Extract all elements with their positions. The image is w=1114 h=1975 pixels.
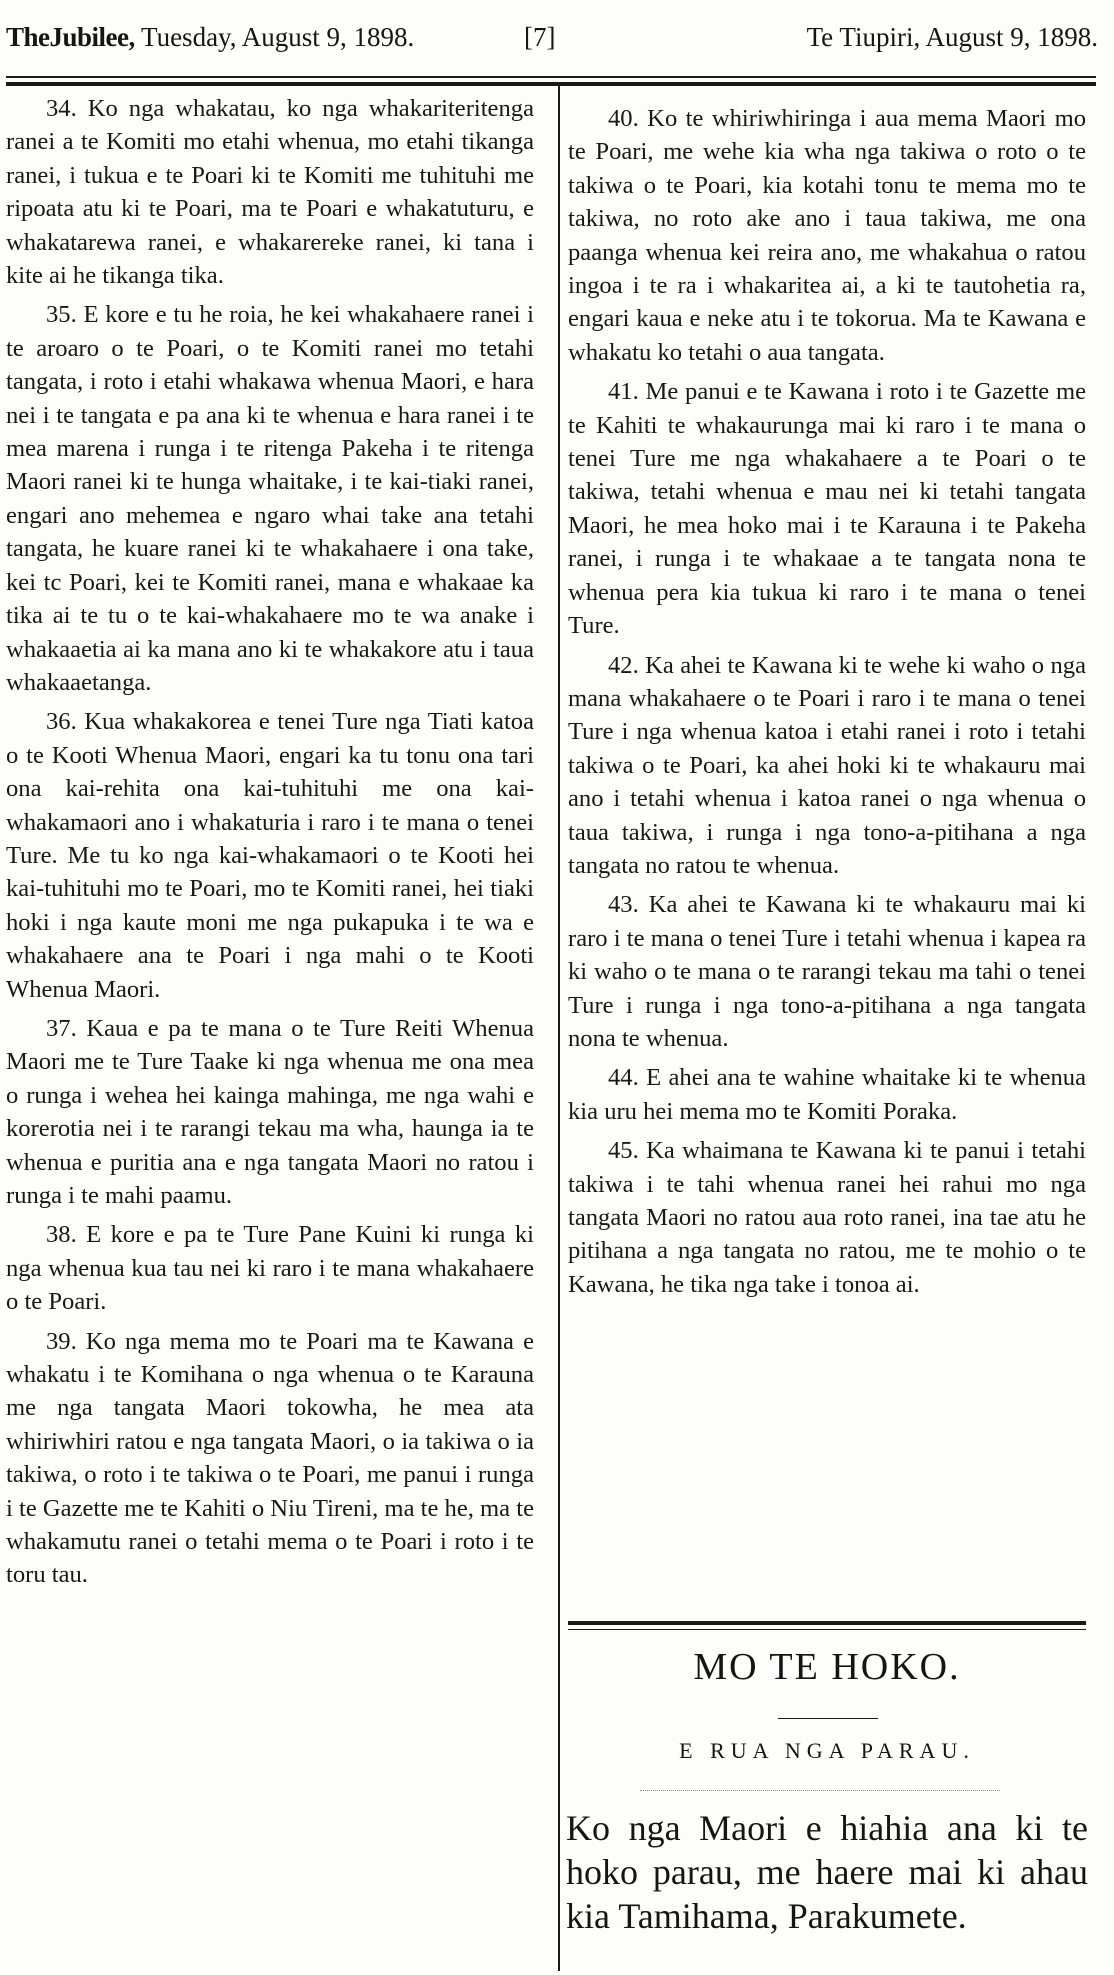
section-44: 44. E ahei ana te wahine whaitake ki te whenua kia uru hei mema mo te Komiti Poraka.	[568, 1064, 1086, 1125]
section-40: 40. Ko te whiriwhiringa i aua mema Maori mo te Poari, me wehe kia wha nga takiwa o roto o te takiwa o te Poari, kia kotahi tonu te mema mo te takiwa, no roto ake ano i taua takiwa, me ona paanga whenua kei reira ano, me whakahua o ratou ingoa i te ra i whakaritea ai, a ki te tautohetia ra, engari kaua e neke atu i te tokorua. Ma te Kawana e whakatu ko tetahi o aua tangata.	[568, 105, 1086, 366]
advert-dotted-rule	[640, 1790, 1000, 1791]
section-42: 42. Ka ahei te Kawana ki te wehe ki waho o nga mana whakahaere o te Poari i raro i te mana o tenei Ture i nga whenua katoa i etahi ranei i roto i tetahi takiwa o te Poari, ka ahei hoki ki te whakauru mai ano i tetahi whenua i katoa ranei o nga whenua o taua takiwa, i runga i nga tono-a-pitihana a nga tangata no ratou te whenua.	[568, 651, 1086, 879]
section-41: 41. Me panui e te Kawana i roto i te Gazette me te Kahiti te whakaurunga mai ki raro i te mana o tenei Ture me nga whakahaere a te Poari o te takiwa, tetahi whenua e mau nei ki tetahi tangata Maori, he mea hoko mai i te Karauna i te Pakeha ranei, i runga i te whakaae a te tangata nona te whenua pera kia tukua ki raro i te mana o tenei Ture.	[568, 378, 1086, 640]
page-header	[6, 22, 1098, 62]
section-35: 35. E kore e tu he roia, he kei whakahaere ranei i te aroaro o te Poari, o te Komiti ranei mo tetahi tangata, i roto i etahi whakawa whenua Maori, e hara nei i te tangata e pa ana ki te whenua e hara ranei i te mea marena i runga i te ritenga Pakeha i te ritenga Maori ranei ki te hunga whaitake, i te kai-tiaki ranei, engari ano mehemea e ngaro whai take ana tetahi tangata, he kuare ranei ki te whakahaere i ona take, kei tc Poari, kei te Komiti ranei, mana e whakaae ka tika ai te tu o te kai-whakahaere mo te wa anake i whakaaetia ai ka mana ano ki te whakakore atu i taua whakaaetanga.	[6, 301, 534, 696]
right-column	[568, 102, 1086, 1307]
advert-title: MO TE HOKO.	[693, 1646, 961, 1688]
header-rule-thin	[6, 76, 1096, 78]
section-45: 45. Ka whaimana te Kawana ki te panui i tetahi takiwa i te tahi whenua ranei hei rahui mo nga tangata Maori no ratou aua roto ranei, ina tae atu he pitihana a nga tangata no ratou, me te mohio o te Kawana, he tika nga take i tonoa ai.	[568, 1137, 1086, 1298]
advert-rule-thin	[568, 1629, 1086, 1630]
column-divider	[558, 86, 560, 1971]
section-43: 43. Ka ahei te Kawana ki te whakauru mai ki raro i te mana o tenei Ture i tetahi whenua i kapea ra ki waho o te mana o te rarangi tekau ma tahi o tenei Ture i runga i nga tono-a-pitihana a nga tangata nona te whenua.	[568, 891, 1086, 1052]
section-39: 39. Ko nga mema mo te Poari ma te Kawana e whakatu i te Komihana o nga whenua o te Karauna me nga tangata Maori tokowha, he mea ata whiriwhiri ratou e nga tangata Maori, o ia takiwa o ia takiwa, o roto i te takiwa o te Poari, me panui i runga i te Gazette me te Kahiti o Niu Tireni, ma te he, ma te whakamutu ranei o tetahi mema o te Poari i roto i te toru tau.	[6, 1327, 534, 1589]
advert-short-rule	[778, 1718, 878, 1719]
section-38: 38. E kore e pa te Ture Pane Kuini ki runga ki nga whenua kua tau nei ki raro i te mana whakahaere o te Poari.	[6, 1221, 534, 1316]
masthead-title: TheJubilee,	[6, 22, 135, 52]
header-rule-thick	[6, 82, 1096, 86]
section-34: 34. Ko nga whakatau, ko nga whakariteritenga ranei a te Komiti mo etahi whenua, mo etahi tikanga ranei, i tukua e te Poari ki te Komiti me tuhituhi me ripoata atu ki te Poari, ma te Poari e whakatuturu, e whakatarewa ranei, e whakarereke ranei, ki tana i kite ai he tikanga tika.	[6, 95, 534, 290]
advert-body: Ko nga Maori e hiahia ana ki te hoko parau, me haere mai ki ahau kia Tamihama, Parakumete.	[566, 1808, 1088, 1936]
left-column	[6, 92, 534, 1598]
advert-rule-thick	[568, 1621, 1086, 1625]
header-right: Te Tiupiri, August 9, 1898.	[806, 22, 1098, 52]
header-left	[6, 22, 414, 53]
header-left-date: Tuesday, August 9, 1898.	[134, 22, 415, 52]
page-number: [7]	[524, 22, 556, 52]
section-37: 37. Kaua e pa te mana o te Ture Reiti Whenua Maori me te Ture Taake ki nga whenua me ona mea o runga i wehea hei kainga mahinga, me nga wahi e korerotia nei i te rarangi tekau ma wha, haunga ia te whenua e puritia ana e nga tangata Maori no ratou i runga i te mahi paamu.	[6, 1014, 534, 1209]
advert-subtitle: E RUA NGA PARAU.	[679, 1738, 975, 1763]
section-36: 36. Kua whakakorea e tenei Ture nga Tiati katoa o te Kooti Whenua Maori, engari ka tu tonu ona tari ona kai-rehita ona kai-tuhituhi me ona kai-whakamaori ano i whakaturia i raro i te mana o tenei Ture. Me tu ko nga kai-whakamaori o te Kooti hei kai-tuhituhi mo te Poari, mo te Komiti ranei, hei tiaki hoki i nga kaute moni me nga pukapuka i te wa e whakahaere ana te Poari i nga mahi o te Kooti Whenua Maori.	[6, 708, 534, 1003]
